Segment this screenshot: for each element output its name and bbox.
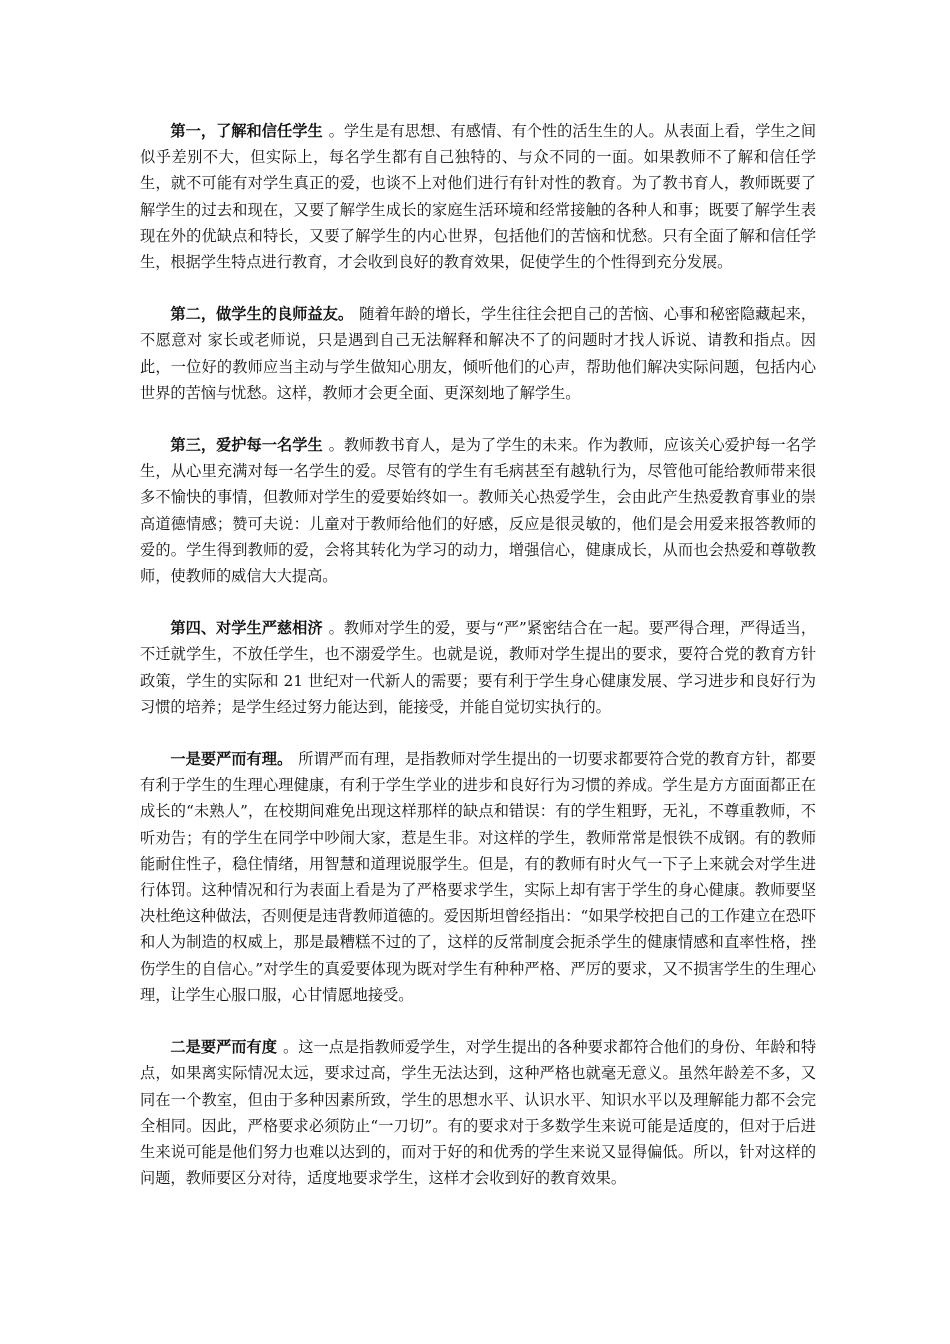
paragraph-mentor-friend: [140, 301, 816, 406]
paragraph-body: 。教师对学生的爱，要与“严”紧密结合在一起。要严得合理，严得适当，不迁就学生，不放任学生，也不溺爱学生。也就是说，教师对学生提出的要求，要符合党的教育方针政策，学生的实际和 21 世纪对一代新人的需要；要有利于学生身心健康发展、学习进步和良好行为习惯的培养；是学生经过努力能达到，能接受，并能自觉切实执行的。: [140, 619, 817, 716]
paragraph-strict-reasonable: [140, 746, 816, 1008]
paragraph-heading: 第二，做学生的良师益友。: [170, 305, 354, 324]
paragraph-understand-trust: [140, 118, 816, 275]
paragraph-strict-kind: [140, 615, 816, 720]
paragraph-body: 。教师教书育人，是为了学生的未来。作为教师，应该关心爱护每一名学生，从心里充满对每一名学生的爱。尽管有的学生有毛病甚至有越轨行为，尽管他可能给教师带来很多不愉快的事情，但教师对学生的爱要始终如一。教师关心热爱学生，会由此产生热爱教育事业的崇高道德情感；赞可夫说：儿童对于教师给他们的好感，反应是很灵敏的，他们是会用爱来报答教师的爱的。学生得到教师的爱，会将其转化为学习的动力，增强信心，健康成长，从而也会热爱和尊敬教师，使教师的威信大大提高。: [140, 436, 817, 586]
paragraph-body: 随着年龄的增长，学生往往会把自己的苦恼、心事和秘密隐藏起来，不愿意对 家长或老师说，只是遇到自己无法解释和解决不了的问题时才找人诉说、请教和指点。因此，一位好的教师应当主动与学生做知心朋友，倾听他们的心声，帮助他们解决实际问题，包括内心世界的苦恼与忧愁。这样，教师才会更全面、更深刻地了解学生。: [140, 305, 817, 402]
paragraph-heading: 二是要严而有度: [170, 1038, 277, 1057]
paragraph-body: 。这一点是指教师爱学生，对学生提出的各种要求都符合他们的身份、年龄和特点，如果离实际情况太远，要求过高，学生无法达到，这种严格也就毫无意义。虽然年龄差不多，又同在一个教室，但由于多种因素所致，学生的思想水平、认识水平、知识水平以及理解能力都不会完全相同。因此，严格要求必须防止“一刀切”。有的要求对于多数学生来说可能是适度的，但对于后进生来说可能是他们努力也难以达到的，而对于好的和优秀的学生来说又显得偏低。所以，针对这样的问题，教师要区分对待，适度地要求学生，这样才会收到好的教育效果。: [140, 1038, 817, 1188]
paragraph-body: 所谓严而有理，是指教师对学生提出的一切要求都要符合党的教育方针，都要有利于学生的生理心理健康，有利于学生学业的进步和良好行为习惯的养成。学生是方方面面都正在成长的“未熟人”，在校期间难免出现这样那样的缺点和错误：有的学生粗野，无礼，不尊重教师，不听劝告；有的学生在同学中吵闹大家，惹是生非。对这样的学生，教师常常是恨铁不成钢。有的教师能耐住性子，稳住情绪，用智慧和道理说服学生。但是，有的教师有时火气一下子上来就会对学生进行体罚。这种情况和行为表面上看是为了严格要求学生，实际上却有害于学生的身心健康。教师要坚决杜绝这种做法，否则便是违背教师道德的。爱因斯坦曾经指出：“如果学校把自己的工作建立在恐吓和人为制造的权威上，那是最糟糕不过的了，这样的反常制度会扼杀学生的健康情感和直率性格，挫伤学生的自信心。”对学生的真爱要体现为既对学生有种种严格、严厉的要求，又不损害学生的生理心理，让学生心服口服，心甘情愿地接受。: [140, 750, 817, 1004]
paragraph-strict-moderate: [140, 1034, 816, 1191]
paragraph-heading: 第一，了解和信任学生: [170, 122, 323, 140]
paragraph-heading: 第四、对学生严慈相济: [170, 619, 323, 638]
paragraph-body: 。学生是有思想、有感情、有个性的活生生的人。从表面上看，学生之间似乎差别不大，但实际上，每名学生都有自己独特的、与众不同的一面。如果教师不了解和信任学生，就不可能有对学生真正的爱，也谈不上对他们进行有针对性的教育。为了教书育人，教师既要了解学生的过去和现在，又要了解学生成长的家庭生活环境和经常接触的各种人和事；既要了解学生表现在外的优缺点和特长，又要了解学生的内心世界，包括他们的苦恼和忧愁。只有全面了解和信任学生，根据学生特点进行教育，才会收到良好的教育效果，促使学生的个性得到充分发展。: [140, 122, 817, 272]
paragraph-heading: 第三，爱护每一名学生: [170, 436, 323, 455]
document-page: [140, 118, 816, 1217]
paragraph-care-every-student: [140, 432, 816, 589]
paragraph-heading: 一是要严而有理。: [170, 750, 293, 769]
